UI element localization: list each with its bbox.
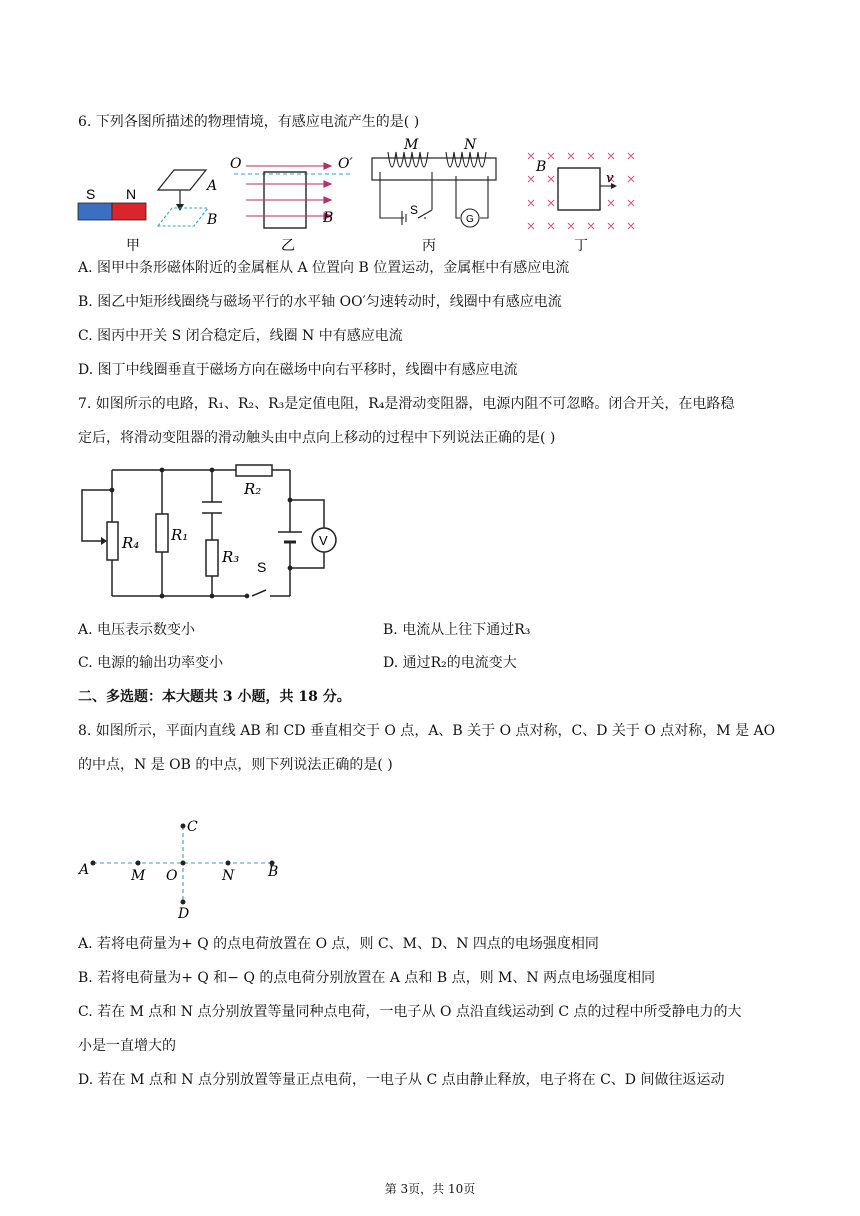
q8-point-diagram: [76, 814, 296, 924]
q7-option-d: D. 通过R₂的电流变大: [383, 655, 517, 671]
r3-label: R₃: [222, 548, 240, 566]
q7-option-a: A. 电压表示数变小: [78, 622, 196, 638]
q8-option-c-line1: C. 若在 M 点和 N 点分别放置等量同种点电荷，一电子从 O 点沿直线运动到 C 点的过程中所受静电力的大: [78, 1004, 742, 1020]
field-b-label-ding: B: [536, 159, 547, 175]
point-n-label: N: [222, 868, 235, 884]
coil-n-label: N: [464, 138, 477, 153]
q6-figures: [76, 138, 646, 256]
q6-option-a: A. 图甲中条形磁体附近的金属框从 A 位置向 B 位置运动，金属框中有感应电流: [78, 260, 570, 276]
q8-option-a: A. 若将电荷量为+ Q 的点电荷放置在 O 点，则 C、M、D、N 四点的电场强度相同: [78, 936, 599, 952]
q7-stem-line1: 7. 如图所示的电路，R₁、R₂、R₃是定值电阻，R₄是滑动变阻器，电源内阻不可忽略。闭合开关，在电路稳: [78, 396, 735, 412]
field-b-label: B: [323, 210, 334, 226]
caption-yi: 乙: [281, 238, 295, 254]
magnet-n-label: N: [126, 186, 137, 202]
q6-option-c: C. 图丙中开关 S 闭合稳定后，线圈 N 中有感应电流: [78, 328, 403, 344]
r1-label: R₁: [171, 526, 189, 544]
q8-stem-line1: 8. 如图所示，平面内直线 AB 和 CD 垂直相交于 O 点，A、B 关于 O 点对称，C、D 关于 O 点对称，M 是 AO: [78, 723, 776, 739]
figure-bing: [372, 138, 496, 254]
q8-option-c-line2: 小是一直增大的: [78, 1038, 176, 1054]
q6-stem: 6. 下列各图所描述的物理情境，有感应电流产生的是( ): [78, 114, 420, 130]
r4-label: R₄: [122, 534, 140, 552]
figure-jia: [78, 170, 217, 254]
magnet-s-label: S: [86, 186, 96, 202]
q6-option-b: B. 图乙中矩形线圈绕与磁场平行的水平轴 OO′匀速转动时，线圈中有感应电流: [78, 294, 562, 310]
caption-ding: 丁: [574, 238, 588, 254]
figure-yi: [230, 156, 353, 254]
point-d-label: D: [178, 906, 190, 922]
q7-option-c: C. 电源的输出功率变小: [78, 655, 224, 671]
coil-m-label: M: [404, 138, 419, 153]
q7-stem-line2: 定后，将滑动变阻器的滑动触头由中点向上移动的过程中下列说法正确的是( ): [78, 430, 556, 446]
switch-s-label: S: [410, 203, 419, 217]
figure-ding: [528, 153, 634, 254]
velocity-v-label: v: [606, 171, 614, 186]
switch-s-label: S: [257, 559, 267, 575]
voltmeter-v-label: V: [319, 533, 328, 548]
caption-bing: 丙: [422, 238, 436, 254]
q8-stem-line2: 的中点，N 是 OB 的中点，则下列说法正确的是( ): [78, 757, 393, 773]
axis-o-prime-label: O′: [338, 156, 353, 172]
pos-a-label: A: [207, 178, 218, 194]
page-footer: 第 3页，共 10页: [384, 1182, 476, 1196]
point-m-label: M: [131, 868, 146, 884]
r2-label: R₂: [244, 480, 262, 498]
axis-o-label: O: [230, 156, 242, 172]
point-a-label: A: [79, 862, 90, 878]
point-o-label: O: [166, 868, 178, 884]
section-heading-multi-choice: 二、多选题：本大题共 3 小题，共 18 分。: [78, 689, 351, 705]
q8-option-b: B. 若将电荷量为+ Q 和− Q 的点电荷分别放置在 A 点和 B 点，则 M、N 两点电场强度相同: [78, 970, 656, 986]
point-c-label: C: [187, 819, 198, 835]
pos-b-label: B: [207, 212, 218, 228]
q8-option-d: D. 若在 M 点和 N 点分别放置等量正点电荷，一电子从 C 点由静止释放，电子将在 C、D 间做往返运动: [78, 1072, 725, 1088]
caption-jia: 甲: [126, 238, 140, 254]
q7-option-b: B. 电流从上往下通过R₃: [383, 622, 531, 638]
q7-circuit-diagram: [76, 462, 366, 608]
q6-option-d: D. 图丁中线圈垂直于磁场方向在磁场中向右平移时，线圈中有感应电流: [78, 362, 518, 378]
point-b-label: B: [268, 864, 279, 880]
galvanometer-g-label: G: [466, 214, 474, 225]
